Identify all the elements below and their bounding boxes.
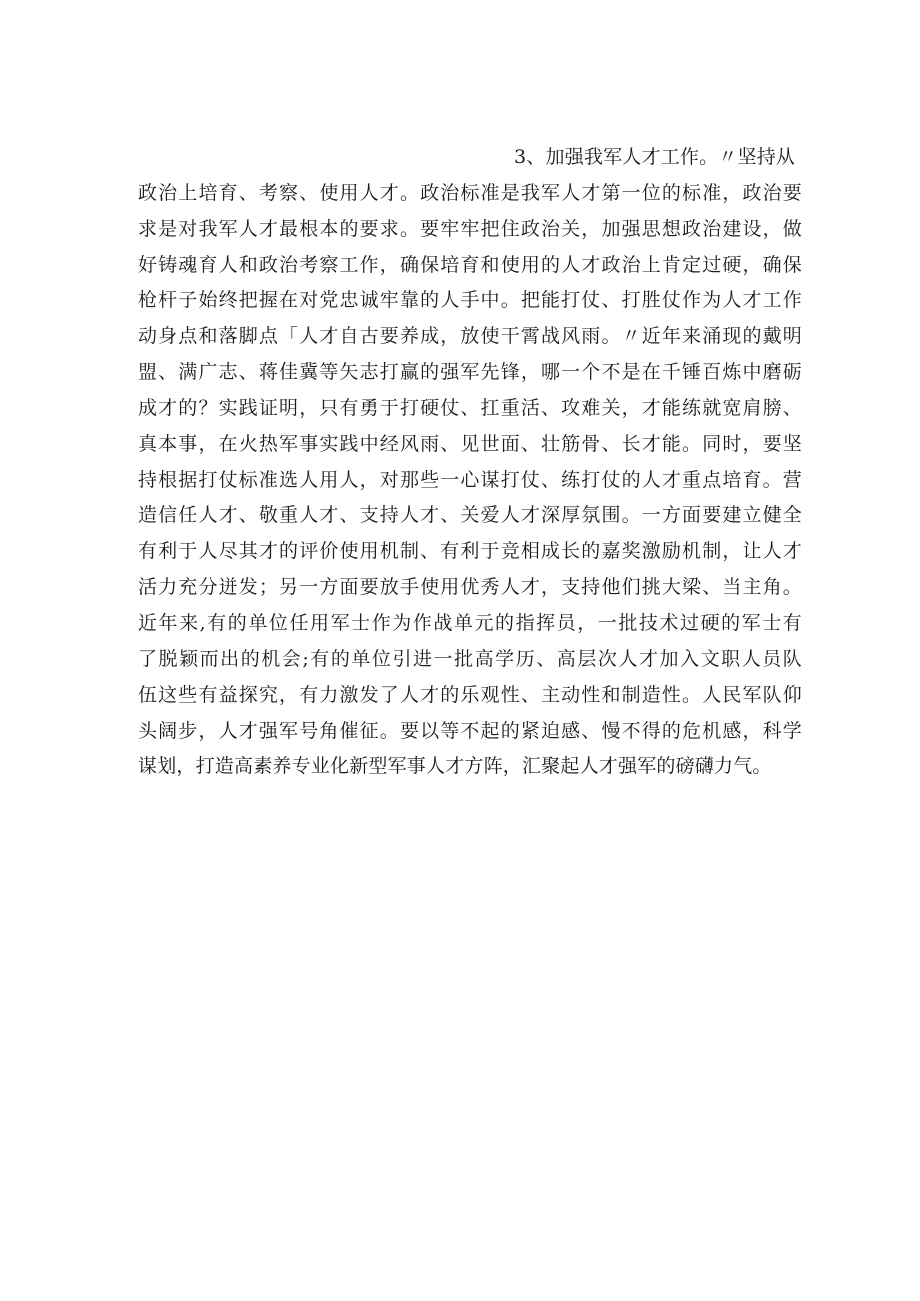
- paragraph-line: 动身点和落脚点「人才自古要养成，放使干霄战风雨。〃近年来涌现的戴明: [138, 325, 802, 348]
- body-paragraph: [138, 140, 802, 785]
- paragraph-line: 活力充分迸发；另一方面要放手使用优秀人才，支持他们挑大梁、当主角。: [138, 576, 802, 599]
- paragraph-line: 成才的？实践证明，只有勇于打硬仗、扛重活、攻难关，才能练就宽肩膀、: [138, 396, 802, 419]
- paragraph-line: 近年来,有的单位任用军士作为作战单元的指挥员，一批技术过硬的军士有: [138, 611, 802, 634]
- paragraph-line: 政治上培育、考察、使用人才。政治标准是我军人才第一位的标准，政治要: [138, 181, 802, 204]
- paragraph-line: 真本事，在火热军事实践中经风雨、见世面、壮筋骨、长才能。同时，要坚: [138, 432, 802, 455]
- paragraph-line: 谋划，打造高素养专业化新型军事人才方阵，汇聚起人才强军的磅礴力气。: [138, 755, 772, 778]
- paragraph-line: 造信任人才、敬重人才、支持人才、关爱人才深厚氛围。一方面要建立健全: [138, 504, 802, 527]
- paragraph-line: 有利于人尽其才的评价使用机制、有利于竞相成长的嘉奖激励机制，让人才: [138, 540, 802, 563]
- paragraph-line: 持根据打仗标准选人用人，对那些一心谋打仗、练打仗的人才重点培育。营: [138, 468, 802, 491]
- paragraph-line: 了脱颖而出的机会;有的单位引进一批高学历、高层次人才加入文职人员队: [138, 647, 802, 670]
- paragraph-line: 求是对我军人才最根本的要求。要牢牢把住政治关，加强思想政治建设，做: [138, 217, 802, 240]
- paragraph-line: 头阔步，人才强军号角催征。要以等不起的紧迫感、慢不得的危机感，科学: [138, 719, 802, 742]
- paragraph-line: 盟、满广志、蒋佳冀等矢志打赢的强军先锋，哪一个不是在千锤百炼中磨砺: [138, 361, 802, 384]
- paragraph-line: 伍这些有益探究，有力激发了人才的乐观性、主动性和制造性。人民军队仰: [138, 683, 802, 706]
- paragraph-line: 3、加强我军人才工作。〃坚持从: [514, 146, 796, 168]
- paragraph-line: 枪杆子始终把握在对党忠诚牢靠的人手中。把能打仗、打胜仗作为人才工作: [138, 289, 802, 312]
- paragraph-line: 好铸魂育人和政治考察工作，确保培育和使用的人才政治上肯定过硬，确保: [138, 253, 802, 276]
